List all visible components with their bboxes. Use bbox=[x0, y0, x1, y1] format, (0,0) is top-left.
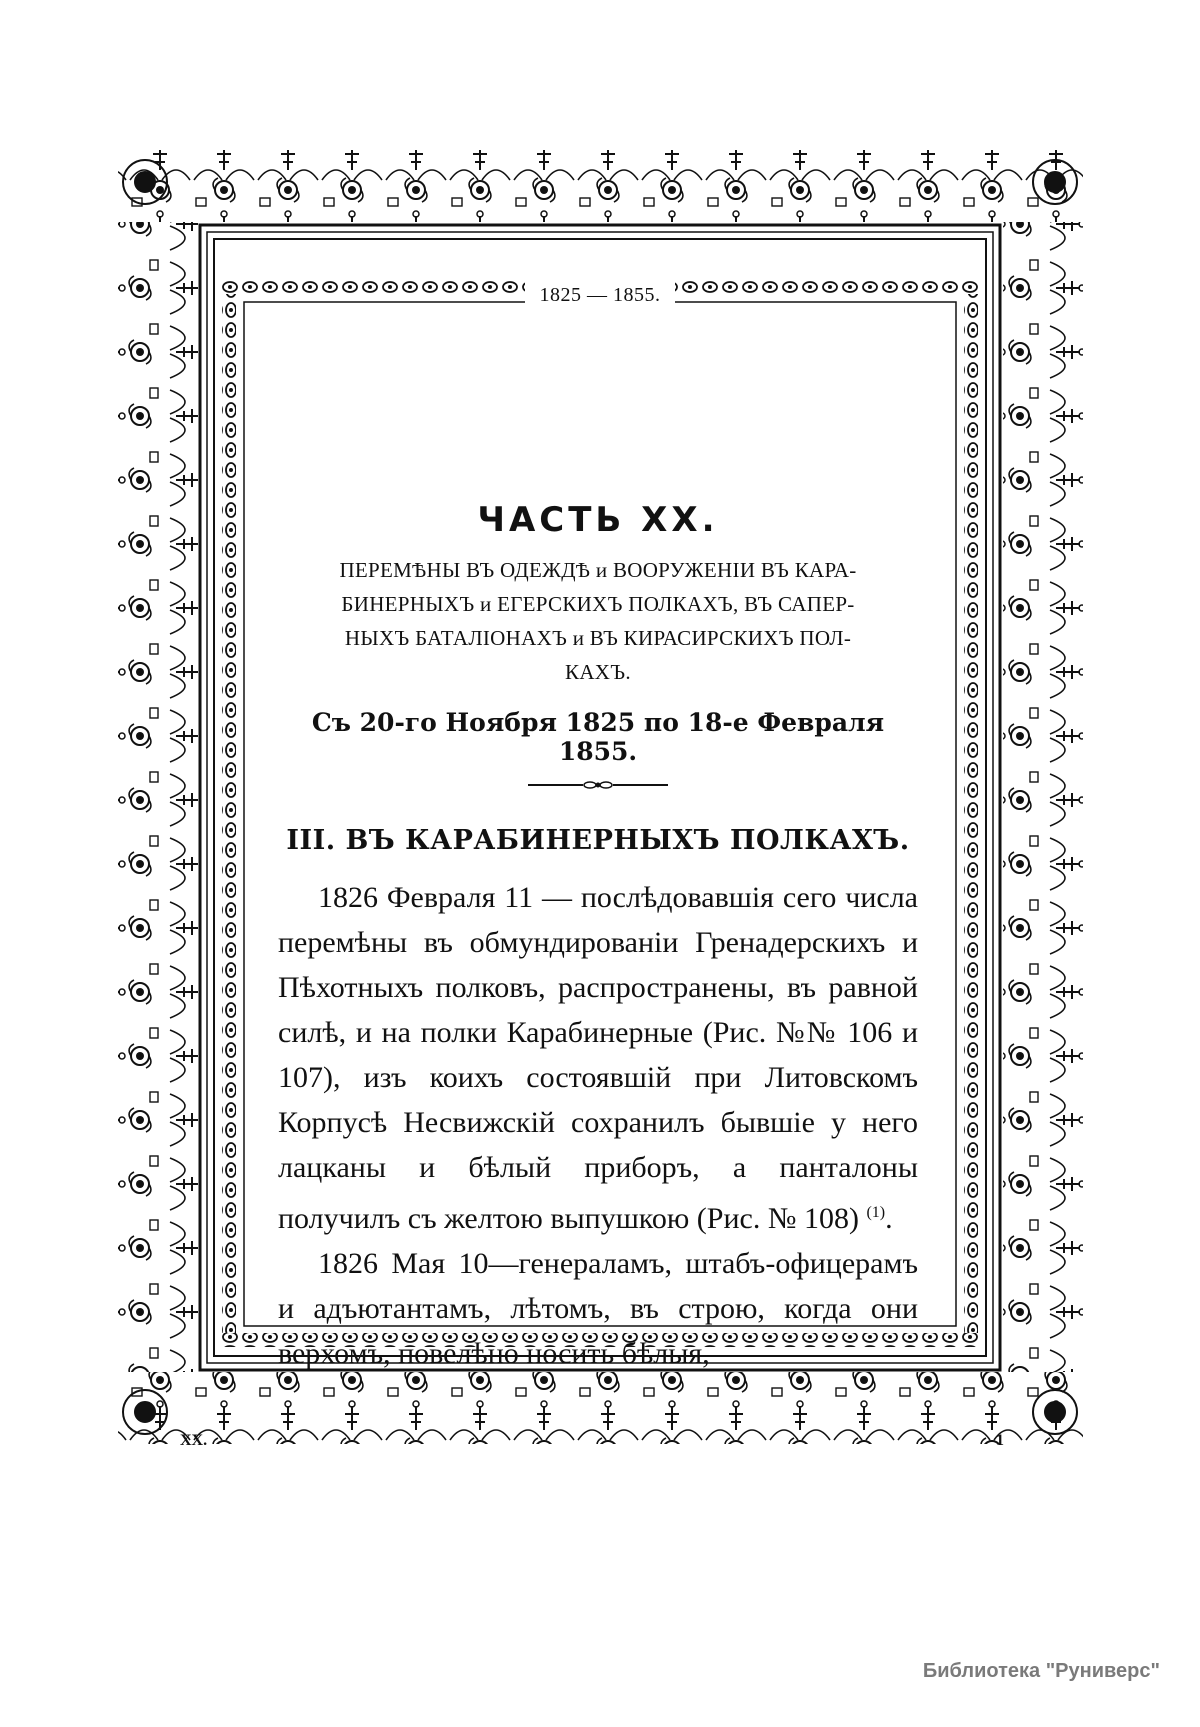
signature-mark: XX. bbox=[180, 1432, 208, 1449]
subtitle-line: БИНЕРНЫХЪ и ЕГЕРСКИХЪ ПОЛКАХЪ, ВЪ САПЕР- bbox=[341, 592, 855, 616]
subtitle-line: КАХЪ. bbox=[565, 660, 631, 684]
paragraph: 1826 Мая 10—генераламъ, штабъ-офицерамъ и адъютантамъ, лѣтомъ, въ строю, когда они верхомъ, повелѣно носить бѣлыя, bbox=[278, 1247, 918, 1370]
subtitle-line: ПЕРЕМѢНЫ ВЪ ОДЕЖДѢ и ВООРУЖЕНІИ ВЪ КАРА- bbox=[339, 558, 857, 582]
part-title: ЧАСТЬ XX. bbox=[477, 500, 719, 540]
footnote-marker: (1) bbox=[866, 1204, 886, 1221]
ornamental-divider bbox=[528, 778, 668, 792]
paragraph-text: 1826 Февраля 11 — послѣдовавшія сего числа перемѣны въ обмундированіи Гренадерскихъ и Пѣхотныхъ полковъ, распространены, въ равной силѣ, и на полки Карабинерные (Рис. №№ 106 и 107), изъ коихъ состоявшій при Литовскомъ Корпусѣ Несвижскій сохранилъ бывшіе у него лацканы и бѣлый приборъ, а панталоны получилъ съ желтою выпушкою (Рис. № 108) bbox=[278, 881, 918, 1235]
body-text bbox=[278, 875, 918, 1376]
library-watermark: Библиотека "Руниверс" bbox=[922, 1660, 1160, 1682]
paragraph-end: . bbox=[885, 1202, 893, 1235]
part-subtitle bbox=[278, 553, 918, 689]
date-range: Съ 20-го Ноября 1825 по 18-е Февраля 1855. bbox=[311, 708, 885, 766]
page-content bbox=[278, 320, 918, 1380]
header-years: 1825 — 1855. bbox=[525, 280, 675, 310]
paragraph bbox=[278, 875, 918, 1241]
subtitle-line: НЫХЪ БАТАЛІОНАХЪ и ВЪ КИРАСИРСКИХЪ ПОЛ- bbox=[344, 626, 852, 650]
section-heading: III. ВЪ КАРАБИНЕРНЫХЪ ПОЛКАХЪ. bbox=[286, 825, 910, 856]
page-mark: 1 bbox=[996, 1432, 1004, 1449]
